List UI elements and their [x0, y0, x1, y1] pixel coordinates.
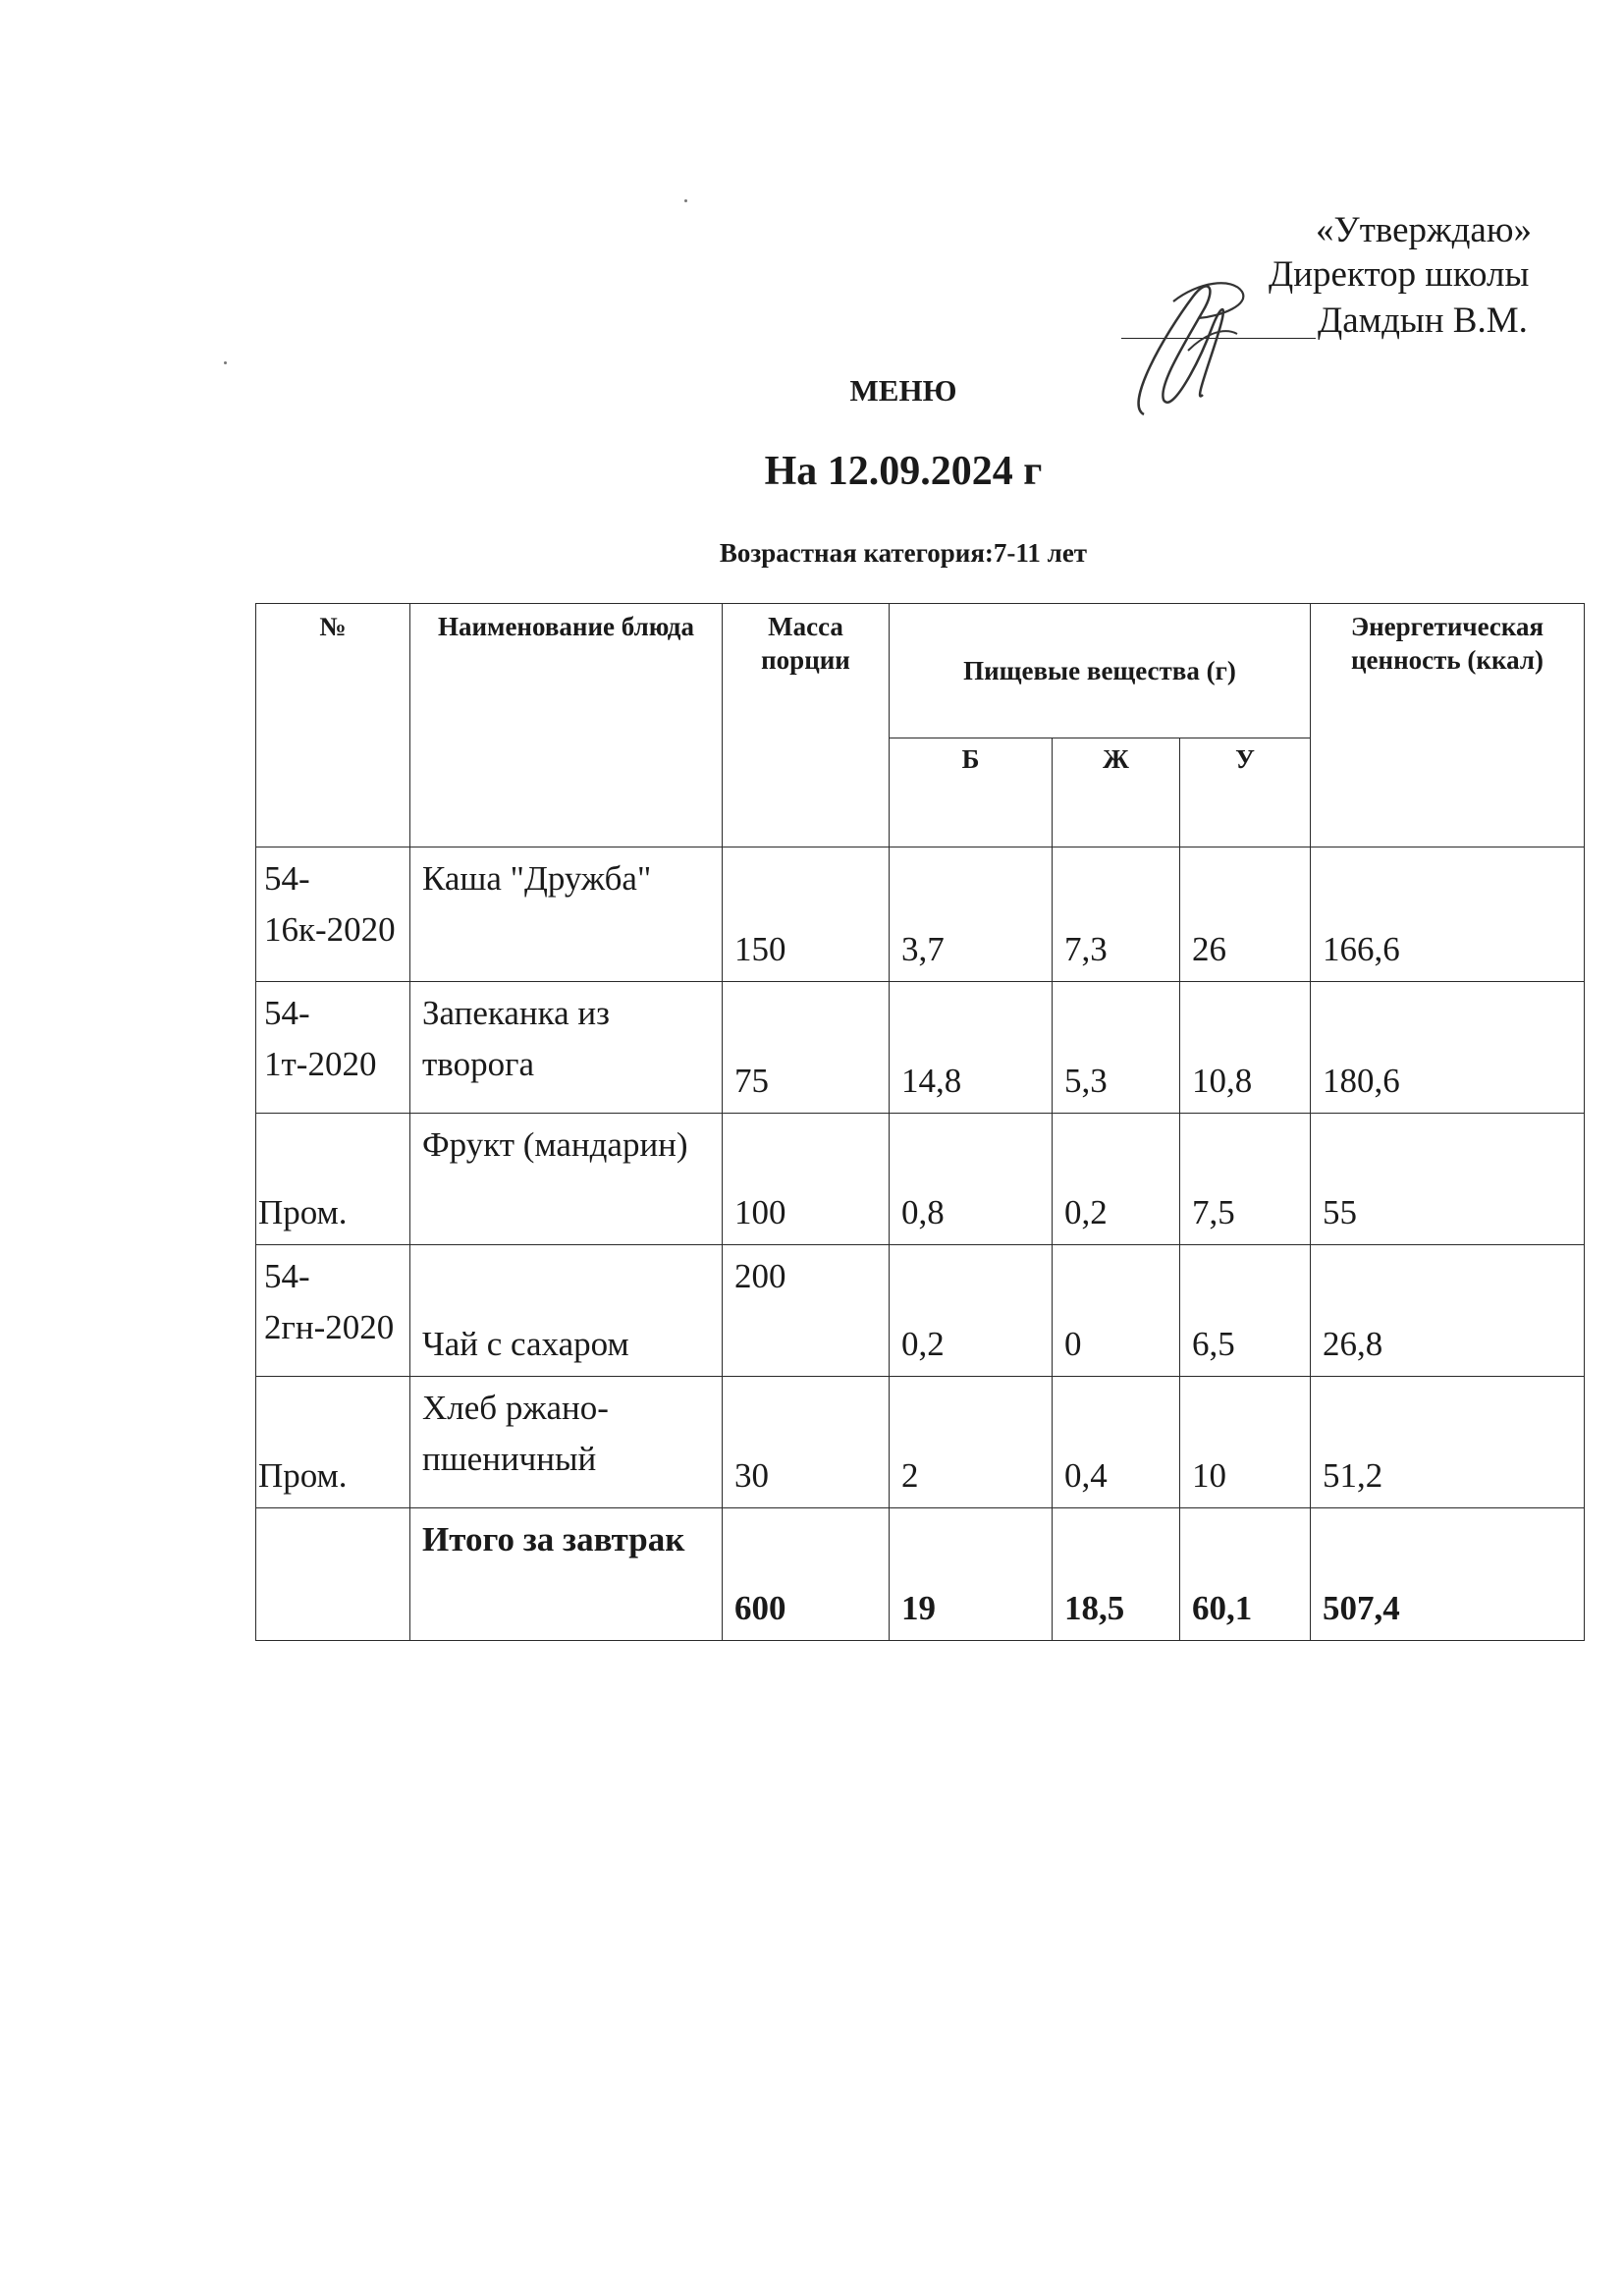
row-name: Фрукт (мандарин) — [410, 1114, 723, 1245]
approval-person: Дамдын В.М. — [1318, 301, 1528, 341]
row-mass: 200 — [723, 1245, 890, 1377]
total-row — [256, 1508, 1585, 1641]
row-mass: 150 — [723, 847, 890, 982]
row-name: Чай с сахаром — [410, 1245, 723, 1377]
total-energy: 507,4 — [1311, 1508, 1585, 1641]
row-energy: 166,6 — [1311, 847, 1585, 982]
total-b: 19 — [890, 1508, 1053, 1641]
header-num: № — [256, 604, 410, 847]
header-energy: Энергетическая ценность (ккал) — [1311, 604, 1585, 847]
row-mass: 30 — [723, 1377, 890, 1508]
row-u: 10 — [1180, 1377, 1311, 1508]
document-title: МЕНЮ — [849, 373, 957, 408]
table-row — [256, 847, 1585, 982]
row-u: 6,5 — [1180, 1245, 1311, 1377]
row-mass: 75 — [723, 982, 890, 1114]
total-name: Итого за завтрак — [410, 1508, 723, 1641]
row-zh: 0,2 — [1053, 1114, 1180, 1245]
menu-table — [255, 603, 1585, 1641]
row-mass: 100 — [723, 1114, 890, 1245]
approval-position: Директор школы — [1269, 254, 1530, 295]
header-row — [256, 604, 1585, 738]
document-date: На 12.09.2024 г — [764, 449, 1043, 494]
row-b: 3,7 — [890, 847, 1053, 982]
table-row — [256, 1114, 1585, 1245]
row-energy: 51,2 — [1311, 1377, 1585, 1508]
row-b: 0,2 — [890, 1245, 1053, 1377]
header-b: Б — [890, 738, 1053, 847]
header-zh: Ж — [1053, 738, 1180, 847]
row-b: 0,8 — [890, 1114, 1053, 1245]
row-zh: 5,3 — [1053, 982, 1180, 1114]
table-row — [256, 1377, 1585, 1508]
row-energy: 26,8 — [1311, 1245, 1585, 1377]
row-u: 10,8 — [1180, 982, 1311, 1114]
row-code: Пром. — [256, 1114, 410, 1245]
total-zh: 18,5 — [1053, 1508, 1180, 1641]
scan-speck — [224, 361, 227, 364]
approval-title: «Утверждаю» — [1316, 210, 1532, 250]
row-name: Хлеб ржано-пшеничный — [410, 1377, 723, 1508]
row-energy: 55 — [1311, 1114, 1585, 1245]
row-u: 26 — [1180, 847, 1311, 982]
scan-speck — [684, 199, 687, 202]
age-category: Возрастная категория:7-11 лет — [719, 538, 1088, 568]
header-name: Наименование блюда — [410, 604, 723, 847]
total-mass: 600 — [723, 1508, 890, 1641]
header-mass: Масса порции — [723, 604, 890, 847]
row-u: 7,5 — [1180, 1114, 1311, 1245]
row-zh: 7,3 — [1053, 847, 1180, 982]
row-b: 14,8 — [890, 982, 1053, 1114]
row-name: Каша "Дружба" — [410, 847, 723, 982]
total-u: 60,1 — [1180, 1508, 1311, 1641]
row-zh: 0 — [1053, 1245, 1180, 1377]
row-energy: 180,6 — [1311, 982, 1585, 1114]
row-name: Запеканка из творога — [410, 982, 723, 1114]
row-code: 54-2гн-2020 — [256, 1245, 410, 1377]
total-code — [256, 1508, 410, 1641]
row-zh: 0,4 — [1053, 1377, 1180, 1508]
table-row — [256, 982, 1585, 1114]
row-code: 54-16к-2020 — [256, 847, 410, 982]
row-b: 2 — [890, 1377, 1053, 1508]
header-u: У — [1180, 738, 1311, 847]
row-code: Пром. — [256, 1377, 410, 1508]
table-row — [256, 1245, 1585, 1377]
row-code: 54-1т-2020 — [256, 982, 410, 1114]
header-nutrients: Пищевые вещества (г) — [890, 604, 1311, 738]
